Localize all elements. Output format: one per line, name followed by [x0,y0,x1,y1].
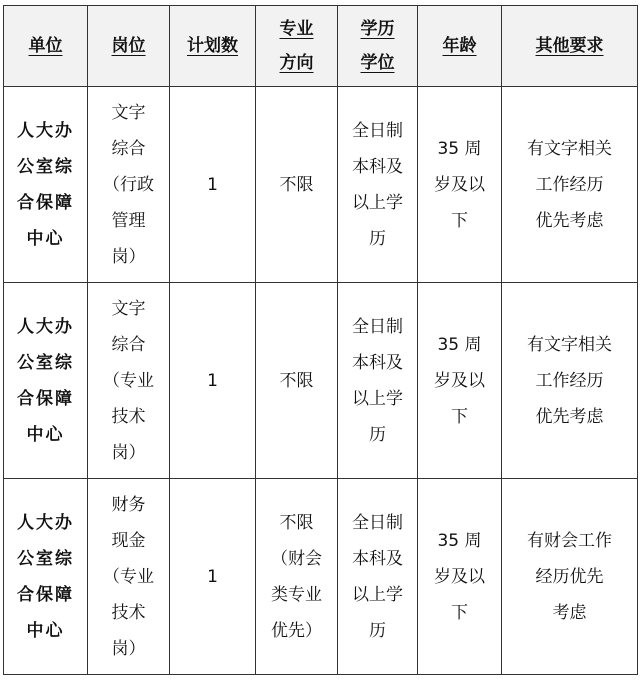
cell-degree: 全日制 本科及 以上学 历 [338,283,418,479]
header-unit: 单位 [4,6,88,87]
cell-major: 不限 [256,283,338,479]
header-other: 其他要求 [502,6,638,87]
table-row [4,479,638,675]
cell-age: 35 周 岁及以 下 [418,87,502,283]
cell-degree: 全日制 本科及 以上学 历 [338,87,418,283]
cell-other: 有文字相关 工作经历 优先考虑 [502,87,638,283]
header-major: 专业 方向 [256,6,338,87]
cell-major: 不限 （财会 类专业 优先） [256,479,338,675]
cell-unit: 人大办 公室综 合保障 中心 [4,283,88,479]
cell-unit: 人大办 公室综 合保障 中心 [4,479,88,675]
cell-plan: 1 [170,479,256,675]
header-degree: 学历 学位 [338,6,418,87]
cell-degree: 全日制 本科及 以上学 历 [338,479,418,675]
header-row [4,6,638,87]
cell-other: 有文字相关 工作经历 优先考虑 [502,283,638,479]
cell-age: 35 周 岁及以 下 [418,283,502,479]
header-position: 岗位 [88,6,170,87]
cell-other: 有财会工作 经历优先 考虑 [502,479,638,675]
table-row [4,283,638,479]
cell-plan: 1 [170,283,256,479]
cell-position: 文字 综合 （行政 管理 岗） [88,87,170,283]
header-age: 年龄 [418,6,502,87]
cell-major: 不限 [256,87,338,283]
recruitment-table [3,5,638,675]
cell-plan: 1 [170,87,256,283]
table-row [4,87,638,283]
cell-position: 文字 综合 （专业 技术 岗） [88,283,170,479]
header-plan: 计划数 [170,6,256,87]
cell-unit: 人大办 公室综 合保障 中心 [4,87,88,283]
cell-age: 35 周 岁及以 下 [418,479,502,675]
cell-position: 财务 现金 （专业 技术 岗） [88,479,170,675]
